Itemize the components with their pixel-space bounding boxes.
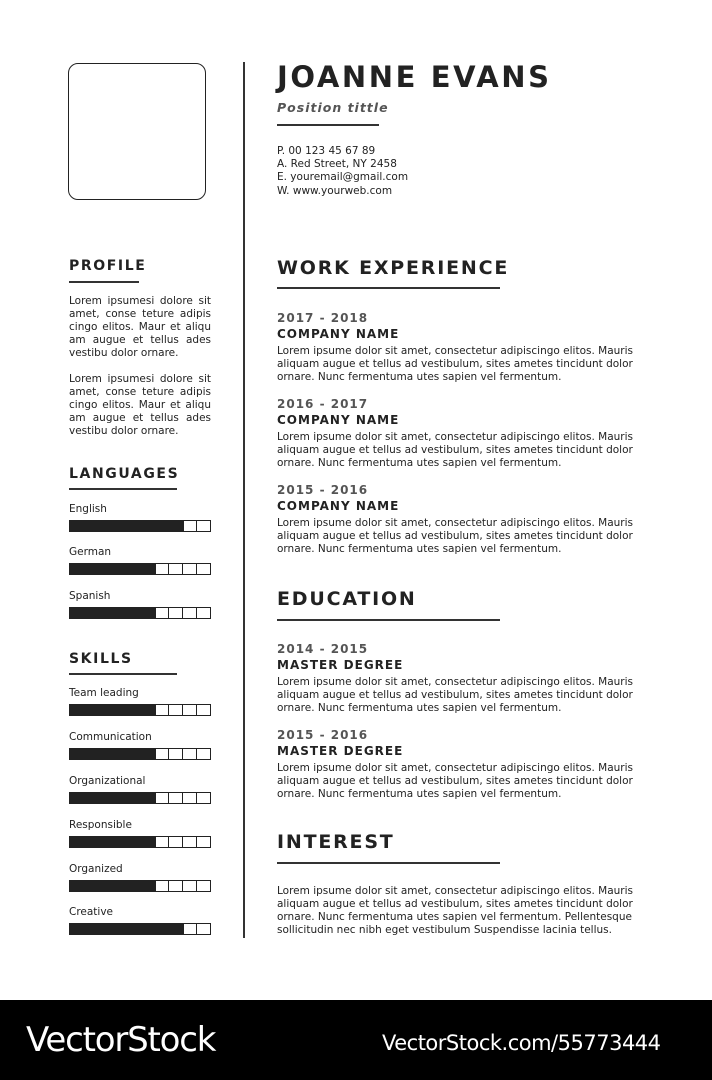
entry-years: 2015 - 2016 <box>277 483 369 497</box>
entry-company: COMPANY NAME <box>277 499 400 513</box>
work-entry <box>277 397 647 470</box>
education-rule <box>277 619 500 621</box>
work-entry <box>277 483 647 556</box>
level-empty-segment <box>183 607 197 619</box>
entry-description: Lorem ipsume dolor sit amet, consectetur adipiscingo elitos. Mauris aliquam augue et tellus ad vestibulum, sites ametes tincidunt dolor ornare. Nunc fermentuma utes sapien vel fermentum. <box>277 762 634 800</box>
level-empty-segment <box>197 880 211 892</box>
contact-website: W. www.yourweb.com <box>277 184 393 197</box>
profile-photo-placeholder <box>68 63 206 200</box>
level-empty-segment <box>169 792 183 804</box>
entry-description: Lorem ipsume dolor sit amet, consectetur adipiscingo elitos. Mauris aliquam augue et tellus ad vestibulum, sites ametes tincidunt dolor ornare. Nunc fermentuma utes sapien vel fermentum. <box>277 676 634 714</box>
level-empty-segment <box>169 563 183 575</box>
language-german <box>69 546 212 575</box>
language-label: Spanish <box>69 590 111 602</box>
level-empty-segment <box>183 748 197 760</box>
entry-company: COMPANY NAME <box>277 327 400 341</box>
level-empty-segment <box>155 704 169 716</box>
work-experience-rule <box>277 287 500 289</box>
level-empty-segment <box>183 520 197 532</box>
level-fill <box>69 704 155 716</box>
level-empty-segment <box>197 748 211 760</box>
entry-degree: MASTER DEGREE <box>277 658 404 672</box>
profile-heading-rule <box>69 281 139 283</box>
level-empty-segment <box>183 704 197 716</box>
contact-details <box>277 145 408 198</box>
skill-level-bar <box>69 704 212 716</box>
skill-label: Communication <box>69 731 152 743</box>
level-empty-segment <box>197 607 211 619</box>
level-fill <box>69 520 183 532</box>
entry-years: 2017 - 2018 <box>277 311 369 325</box>
entry-years: 2014 - 2015 <box>277 642 369 656</box>
skill-label: Creative <box>69 906 114 918</box>
level-empty-segment <box>197 836 211 848</box>
skill-creative <box>69 906 212 935</box>
work-experience-heading: WORK EXPERIENCE <box>277 257 510 279</box>
skill-label: Organized <box>69 863 123 875</box>
level-empty-segment <box>183 880 197 892</box>
skill-communication <box>69 731 212 760</box>
entry-degree: MASTER DEGREE <box>277 744 404 758</box>
skill-organizational <box>69 775 212 804</box>
level-empty-segment <box>183 563 197 575</box>
language-english <box>69 503 212 532</box>
vectorstock-url: VectorStock.com/55773444 <box>382 1031 661 1055</box>
skill-level-bar <box>69 880 212 892</box>
skill-team-leading <box>69 687 212 716</box>
language-label: English <box>69 503 107 515</box>
interest-paragraph: Lorem ipsume dolor sit amet, consectetur adipiscingo elitos. Mauris aliquam augue et tellus ad vestibulum, sites ametes tincidunt dolor ornare. Nunc fermentuma utes sapien vel fermentum. Pellentesque sollicitudin nec nibh eget vestibulum Suspendisse lacinia tellus. <box>277 885 634 936</box>
profile-heading: PROFILE <box>69 258 147 274</box>
skills-heading: SKILLS <box>69 651 133 667</box>
skill-label: Team leading <box>69 687 139 699</box>
languages-heading-rule <box>69 488 177 490</box>
position-title: Position tittle <box>277 100 389 115</box>
entry-description: Lorem ipsume dolor sit amet, consectetur adipiscingo elitos. Mauris aliquam augue et tellus ad vestibulum, sites ametes tincidunt dolor ornare. Nunc fermentuma utes sapien vel fermentum. <box>277 517 634 555</box>
skill-level-bar <box>69 748 212 760</box>
level-empty-segment <box>197 704 211 716</box>
level-fill <box>69 748 155 760</box>
education-heading: EDUCATION <box>277 588 417 610</box>
level-empty-segment <box>183 792 197 804</box>
languages-heading: LANGUAGES <box>69 466 180 482</box>
level-empty-segment <box>155 792 169 804</box>
skill-level-bar <box>69 836 212 848</box>
work-entry <box>277 311 647 384</box>
level-fill <box>69 836 155 848</box>
language-label: German <box>69 546 112 558</box>
level-empty-segment <box>155 836 169 848</box>
skills-heading-rule <box>69 673 177 675</box>
entry-description: Lorem ipsume dolor sit amet, consectetur adipiscingo elitos. Mauris aliquam augue et tellus ad vestibulum, sites ametes tincidunt dolor ornare. Nunc fermentuma utes sapien vel fermentum. <box>277 345 634 383</box>
contact-email: E. youremail@gmail.com <box>277 171 409 184</box>
level-empty-segment <box>169 880 183 892</box>
column-divider <box>243 62 245 938</box>
position-rule <box>277 124 379 126</box>
level-fill <box>69 792 155 804</box>
skill-level-bar <box>69 923 212 935</box>
level-empty-segment <box>155 607 169 619</box>
entry-description: Lorem ipsume dolor sit amet, consectetur adipiscingo elitos. Mauris aliquam augue et tellus ad vestibulum, sites ametes tincidunt dolor ornare. Nunc fermentuma utes sapien vel fermentum. <box>277 431 634 469</box>
level-empty-segment <box>183 836 197 848</box>
skill-label: Organizational <box>69 775 146 787</box>
level-empty-segment <box>155 563 169 575</box>
skill-organized <box>69 863 212 892</box>
level-fill <box>69 607 155 619</box>
level-empty-segment <box>197 923 211 935</box>
entry-years: 2015 - 2016 <box>277 728 369 742</box>
level-fill <box>69 923 183 935</box>
level-empty-segment <box>169 748 183 760</box>
level-fill <box>69 563 155 575</box>
interest-heading: INTEREST <box>277 831 395 853</box>
contact-address: A. Red Street, NY 2458 <box>277 158 397 171</box>
profile-paragraph-2: Lorem ipsumesi dolore sit amet, conse teture adipis cingo elitos. Maur et aliqu am augue et tellus ades vestibu dolor ornare. <box>69 373 211 437</box>
watermark-banner <box>0 1000 712 1080</box>
education-entry <box>277 728 647 801</box>
level-empty-segment <box>197 520 211 532</box>
candidate-name: JOANNE EVANS <box>277 60 552 94</box>
level-empty-segment <box>155 880 169 892</box>
level-empty-segment <box>169 607 183 619</box>
entry-company: COMPANY NAME <box>277 413 400 427</box>
level-empty-segment <box>169 836 183 848</box>
vectorstock-logo: VectorStock <box>26 1020 216 1060</box>
interest-rule <box>277 862 500 864</box>
skill-label: Responsible <box>69 819 132 831</box>
language-level-bar <box>69 607 212 619</box>
skill-responsible <box>69 819 212 848</box>
contact-phone: P. 00 123 45 67 89 <box>277 145 376 157</box>
level-fill <box>69 880 155 892</box>
level-empty-segment <box>169 704 183 716</box>
language-level-bar <box>69 563 212 575</box>
language-level-bar <box>69 520 212 532</box>
level-empty-segment <box>155 748 169 760</box>
entry-years: 2016 - 2017 <box>277 397 369 411</box>
education-entry <box>277 642 647 715</box>
level-empty-segment <box>183 923 197 935</box>
level-empty-segment <box>197 563 211 575</box>
level-empty-segment <box>197 792 211 804</box>
language-spanish <box>69 590 212 619</box>
profile-paragraph-1: Lorem ipsumesi dolore sit amet, conse teture adipis cingo elitos. Maur et aliqu am augue et tellus ades vestibu dolor ornare. <box>69 295 211 359</box>
skill-level-bar <box>69 792 212 804</box>
